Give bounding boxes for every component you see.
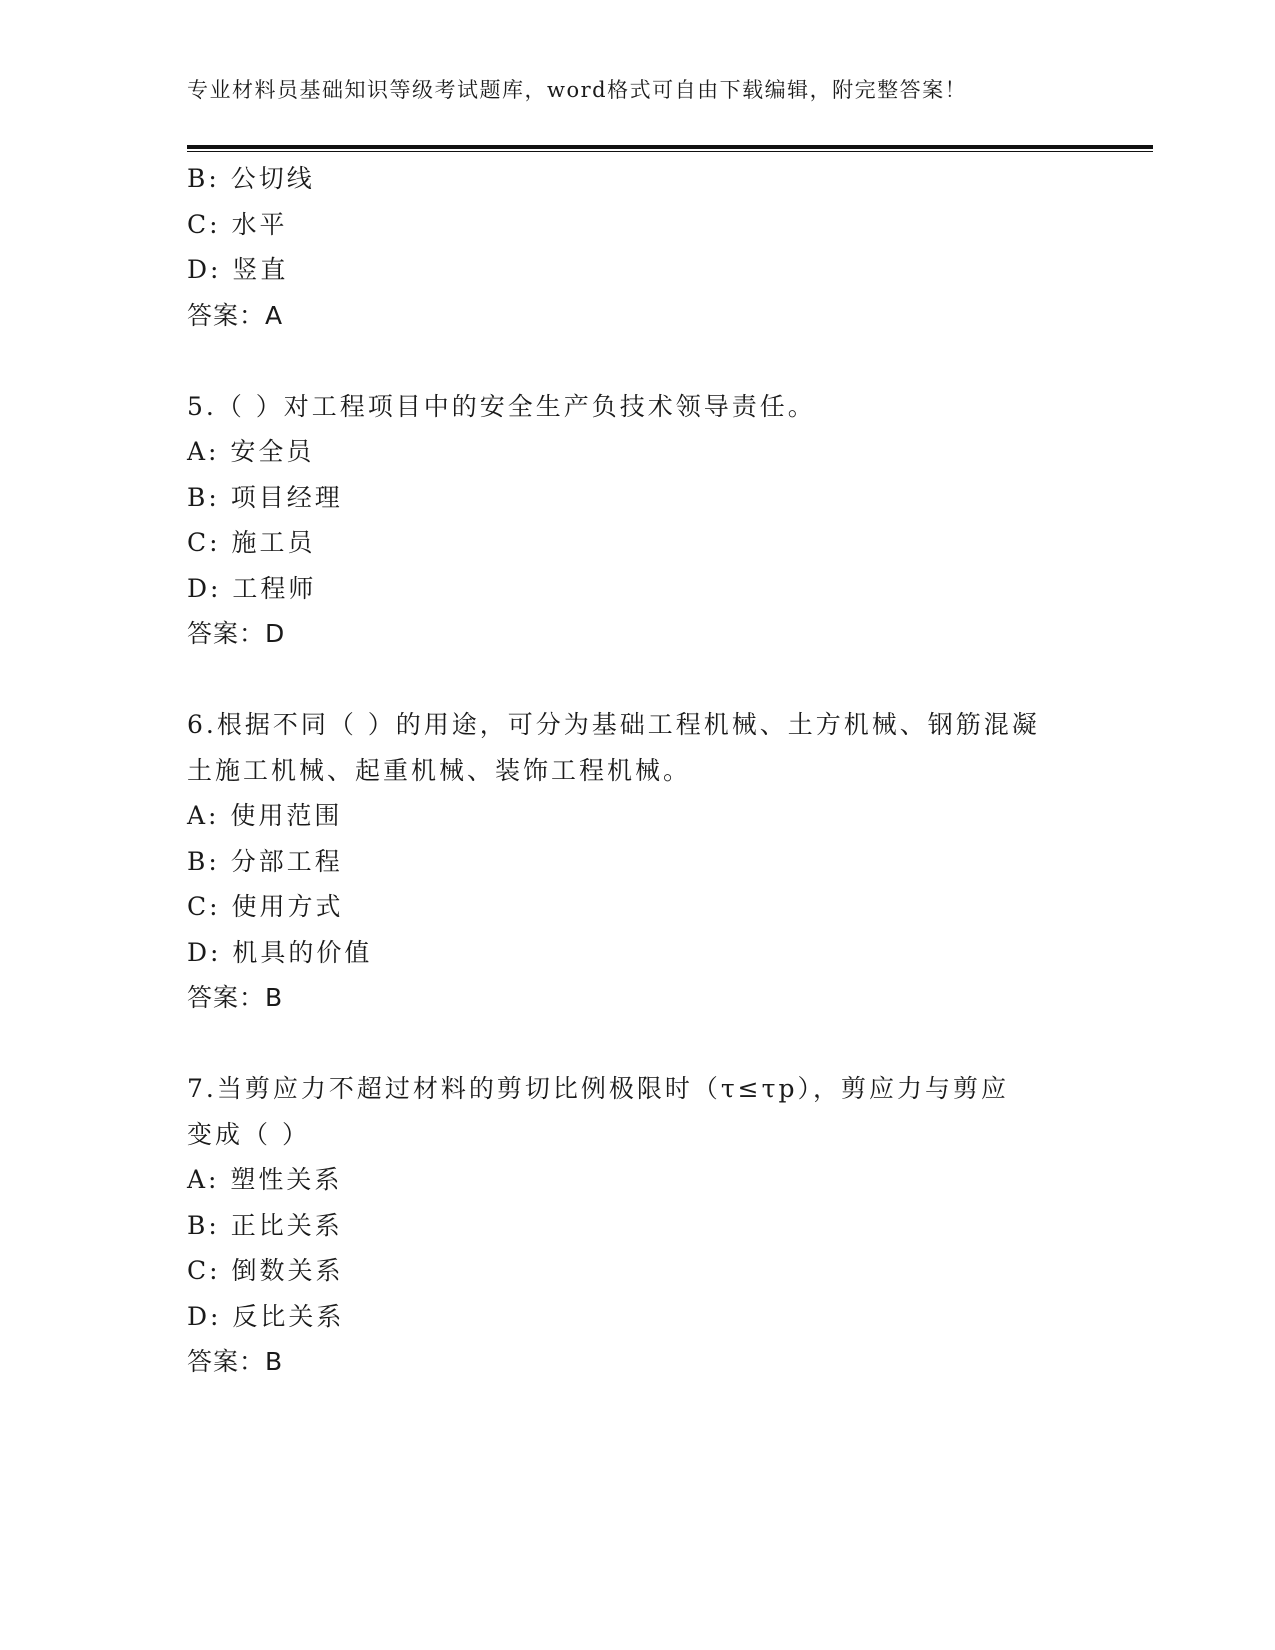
option-d: D: 工程师 xyxy=(187,573,317,603)
answer: 答案：B xyxy=(187,1347,284,1376)
option-a: A: 使用范围 xyxy=(187,801,343,830)
question-stem-continued: 变成（ ） xyxy=(187,1119,310,1149)
question-4 xyxy=(187,156,1087,338)
option-b: B: 正比关系 xyxy=(187,1210,343,1240)
option-c: C: 施工员 xyxy=(187,528,316,557)
header-rule-thin xyxy=(187,151,1153,152)
option-d: D: 机具的价值 xyxy=(187,937,373,967)
answer: 答案：B xyxy=(187,983,284,1012)
page-header: 专业材料员基础知识等级考试题库，word格式可自由下载编辑，附完整答案！ xyxy=(187,78,968,102)
spacer xyxy=(187,1021,1087,1067)
option-a: A: 塑性关系 xyxy=(187,1165,343,1194)
option-b: B: 项目经理 xyxy=(187,482,343,512)
question-stem: 6.根据不同（ ）的用途，可分为基础工程机械、土方机械、钢筋混凝 xyxy=(187,710,1040,739)
answer: 答案：A xyxy=(187,300,284,330)
header-rule-thick xyxy=(187,145,1153,149)
option-d: D: 反比关系 xyxy=(187,1301,345,1331)
question-7 xyxy=(187,1066,1087,1385)
question-stem-continued: 土施工机械、起重机械、装饰工程机械。 xyxy=(187,755,692,785)
option-d: D: 竖直 xyxy=(187,255,289,284)
question-stem: 7.当剪应力不超过材料的剪切比例极限时（τ≤τp），剪应力与剪应 xyxy=(187,1074,1009,1103)
question-6 xyxy=(187,702,1087,1021)
spacer xyxy=(187,657,1087,703)
option-c: C: 使用方式 xyxy=(187,892,344,921)
question-list xyxy=(187,156,1087,1385)
option-a: A: 安全员 xyxy=(187,437,315,466)
spacer xyxy=(187,338,1087,384)
option-b: B: 分部工程 xyxy=(187,846,343,876)
question-stem: 5.（ ）对工程项目中的安全生产负技术领导责任。 xyxy=(187,391,816,421)
option-c: C: 倒数关系 xyxy=(187,1256,344,1285)
option-b: B: 公切线 xyxy=(187,164,315,193)
answer: 答案：D xyxy=(187,619,286,648)
question-5 xyxy=(187,384,1087,657)
option-c: C: 水平 xyxy=(187,209,288,239)
